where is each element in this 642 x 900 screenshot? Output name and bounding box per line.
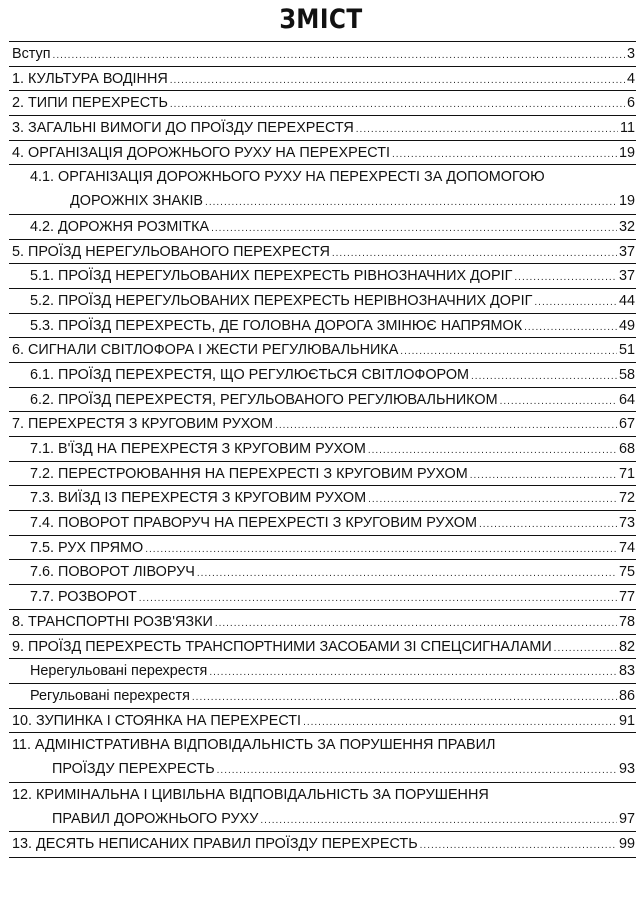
toc-entry-title: 5.3. ПРОЇЗД ПЕРЕХРЕСТЬ, ДЕ ГОЛОВНА ДОРОГА ЗМІНЮЄ НАПРЯМОК [30, 317, 523, 334]
toc-entry-title: 7.3. ВИЇЗД ІЗ ПЕРЕХРЕСТЯ З КРУГОВИМ РУХОМ [30, 490, 367, 507]
toc-entry[interactable] [9, 437, 636, 462]
toc-entry-title: 13. ДЕСЯТЬ НЕПИСАНИХ ПРАВИЛ ПРОЇЗДУ ПЕРЕХРЕСТЬ [12, 836, 418, 853]
toc-entry-title: ДОРОЖНІХ ЗНАКІВ [70, 193, 204, 210]
toc-entry-title: ПРАВИЛ ДОРОЖНЬОГО РУХУ [52, 810, 259, 827]
dot-leader [139, 587, 617, 611]
toc-entry-title: 6. СИГНАЛИ СВІТЛОФОРА І ЖЕСТИ РЕГУЛЮВАЛЬНИКА [12, 342, 399, 359]
toc-page-number: 11 [620, 120, 635, 137]
dot-leader [500, 390, 617, 414]
dot-leader [479, 513, 617, 537]
toc-entry-title: 8. ТРАНСПОРТНІ РОЗВ'ЯЗКИ [12, 613, 213, 630]
toc-entry[interactable] [9, 733, 636, 782]
dot-leader [260, 809, 617, 833]
toc-entry-title: 7.7. РОЗВОРОТ [30, 589, 137, 606]
toc-page-number: 74 [618, 539, 635, 556]
toc-entry-title: 5. ПРОЇЗД НЕРЕГУЛЬОВАНОГО ПЕРЕХРЕСТЯ [12, 243, 330, 260]
toc-entry[interactable] [9, 659, 636, 684]
toc-entry[interactable] [9, 635, 636, 660]
toc-entry[interactable] [9, 141, 636, 166]
toc-entry-title-line1: 12. КРИМІНАЛЬНА І ЦИВІЛЬНА ВІДПОВІДАЛЬНІСТЬ ЗА ПОРУШЕННЯ [12, 786, 489, 803]
toc-entry[interactable] [9, 536, 636, 561]
toc-entry[interactable] [9, 91, 636, 116]
toc-page-number: 75 [618, 564, 635, 581]
toc-entry-title: 7. ПЕРЕХРЕСТЯ З КРУГОВИМ РУХОМ [12, 416, 274, 433]
dot-leader [170, 93, 625, 117]
toc-entry[interactable] [9, 338, 636, 363]
toc-entry[interactable] [9, 116, 636, 141]
toc-page-number: 93 [618, 761, 635, 778]
toc-page-number: 97 [618, 810, 635, 827]
toc-entry[interactable] [9, 610, 636, 635]
toc-entry[interactable] [9, 585, 636, 610]
toc-entry[interactable] [9, 363, 636, 388]
table-of-contents [9, 41, 636, 858]
toc-page-number: 49 [618, 317, 635, 334]
dot-leader [471, 365, 617, 389]
toc-page-number: 6 [626, 95, 635, 112]
toc-page-number: 64 [618, 391, 635, 408]
toc-entry[interactable] [9, 511, 636, 536]
toc-entry[interactable] [9, 486, 636, 511]
toc-entry-title: 2. ТИПИ ПЕРЕХРЕСТЬ [12, 95, 168, 112]
toc-entry-title: 1. КУЛЬТУРА ВОДІННЯ [12, 70, 168, 87]
toc-entry[interactable] [9, 264, 636, 289]
dot-leader [197, 562, 617, 586]
toc-page-number: 86 [618, 687, 635, 704]
toc-page-number: 51 [618, 342, 635, 359]
dot-leader [524, 316, 617, 340]
toc-entry-title: 5.2. ПРОЇЗД НЕРЕГУЛЬОВАНИХ ПЕРЕХРЕСТЬ НЕРІВНОЗНАЧНИХ ДОРІГ [30, 292, 533, 309]
toc-entry[interactable] [9, 832, 636, 857]
toc-page-number: 32 [618, 218, 635, 235]
toc-page-number: 58 [618, 366, 635, 383]
toc-entry-title: 6.2. ПРОЇЗД ПЕРЕХРЕСТЯ, РЕГУЛЬОВАНОГО РЕГУЛЮВАЛЬНИКОМ [30, 391, 498, 408]
toc-page-number: 72 [618, 490, 635, 507]
dot-leader [554, 637, 617, 661]
toc-entry-title: 7.4. ПОВОРОТ ПРАВОРУЧ НА ПЕРЕХРЕСТІ З КРУГОВИМ РУХОМ [30, 515, 477, 532]
dot-leader [209, 661, 617, 685]
toc-page-number: 19 [618, 193, 635, 210]
dot-leader [400, 340, 617, 364]
toc-page-number: 4 [626, 70, 635, 87]
dot-leader [217, 759, 617, 783]
dot-leader [205, 191, 617, 215]
dot-leader [368, 439, 617, 463]
toc-page-number: 77 [618, 589, 635, 606]
dot-leader [368, 488, 617, 512]
toc-entry[interactable] [9, 684, 636, 709]
toc-entry-title: 3. ЗАГАЛЬНІ ВИМОГИ ДО ПРОЇЗДУ ПЕРЕХРЕСТЯ [12, 120, 354, 137]
toc-page-number: 37 [618, 243, 635, 260]
toc-page-number: 68 [618, 441, 635, 458]
toc-page-number: 67 [618, 416, 635, 433]
toc-entry[interactable] [9, 240, 636, 265]
toc-entry[interactable] [9, 388, 636, 413]
dot-leader [392, 143, 617, 167]
toc-page-number: 71 [618, 465, 635, 482]
toc-entry[interactable] [9, 560, 636, 585]
toc-entry[interactable] [9, 314, 636, 339]
toc-page-number: 83 [618, 663, 635, 680]
dot-leader [534, 291, 617, 315]
toc-entry-title: Регульовані перехрестя [30, 687, 190, 704]
dot-leader [356, 118, 618, 142]
toc-entry-title: 7.2. ПЕРЕСТРОЮВАННЯ НА ПЕРЕХРЕСТІ З КРУГОВИМ РУХОМ [30, 465, 468, 482]
toc-entry-title: 7.5. РУХ ПРЯМО [30, 539, 144, 556]
toc-entry[interactable] [9, 783, 636, 832]
toc-entry-title: 7.1. В'ЇЗД НА ПЕРЕХРЕСТЯ З КРУГОВИМ РУХОМ [30, 441, 366, 458]
dot-leader [145, 538, 617, 562]
toc-entry[interactable] [9, 215, 636, 240]
toc-entry[interactable] [9, 462, 636, 487]
toc-entry-title: Вступ [12, 46, 51, 62]
dot-leader [53, 44, 625, 68]
toc-entry[interactable] [9, 412, 636, 437]
toc-page-number: 44 [618, 292, 635, 309]
toc-entry[interactable] [9, 42, 636, 67]
toc-entry-title-line1: 4.1. ОРГАНІЗАЦІЯ ДОРОЖНЬОГО РУХУ НА ПЕРЕХРЕСТІ ЗА ДОПОМОГОЮ [30, 169, 545, 186]
toc-entry-title: 5.1. ПРОЇЗД НЕРЕГУЛЬОВАНИХ ПЕРЕХРЕСТЬ РІВНОЗНАЧНИХ ДОРІГ [30, 268, 513, 285]
toc-entry[interactable] [9, 709, 636, 734]
dot-leader [170, 69, 625, 93]
toc-entry[interactable] [9, 67, 636, 92]
toc-page-number: 73 [618, 515, 635, 532]
toc-entry-title: 4.2. ДОРОЖНЯ РОЗМІТКА [30, 218, 210, 235]
dot-leader [192, 686, 617, 710]
dot-leader [303, 711, 617, 735]
dot-leader [514, 266, 617, 290]
toc-page-number: 99 [618, 836, 635, 853]
toc-entry[interactable] [9, 165, 636, 214]
dot-leader [275, 414, 617, 438]
toc-page-number: 82 [618, 638, 635, 655]
dot-leader [470, 464, 617, 488]
toc-entry-title: 10. ЗУПИНКА І СТОЯНКА НА ПЕРЕХРЕСТІ [12, 712, 302, 729]
dot-leader [420, 834, 617, 858]
toc-entry-title: 4. ОРГАНІЗАЦІЯ ДОРОЖНЬОГО РУХУ НА ПЕРЕХРЕСТІ [12, 144, 390, 161]
dot-leader [332, 242, 617, 266]
dot-leader [211, 217, 617, 241]
toc-page-number: 78 [618, 613, 635, 630]
toc-entry[interactable] [9, 289, 636, 314]
dot-leader [215, 612, 617, 636]
page-title: ЗМІСТ [279, 4, 363, 35]
toc-entry-title: ПРОЇЗДУ ПЕРЕХРЕСТЬ [52, 761, 215, 778]
toc-entry-title: 9. ПРОЇЗД ПЕРЕХРЕСТЬ ТРАНСПОРТНИМИ ЗАСОБАМИ ЗІ СПЕЦСИГНАЛАМИ [12, 638, 552, 655]
toc-entry-title: 7.6. ПОВОРОТ ЛІВОРУЧ [30, 564, 195, 581]
toc-page-number: 37 [618, 268, 635, 285]
toc-page-number: 3 [626, 46, 635, 62]
toc-page-number: 91 [618, 712, 635, 729]
toc-entry-title: 6.1. ПРОЇЗД ПЕРЕХРЕСТЯ, ЩО РЕГУЛЮЄТЬСЯ СВІТЛОФОРОМ [30, 366, 470, 383]
toc-page-number: 19 [618, 144, 635, 161]
toc-entry-title-line1: 11. АДМІНІСТРАТИВНА ВІДПОВІДАЛЬНІСТЬ ЗА ПОРУШЕННЯ ПРАВИЛ [12, 737, 496, 754]
toc-entry-title: Нерегульовані перехрестя [30, 663, 208, 680]
